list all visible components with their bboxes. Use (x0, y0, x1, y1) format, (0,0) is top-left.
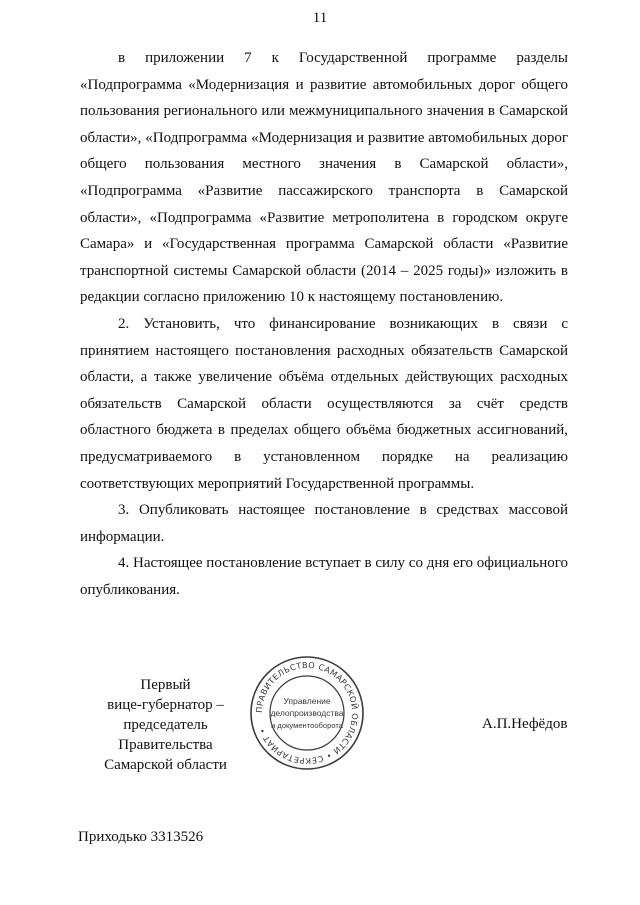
official-seal (248, 654, 366, 772)
executor-note: Приходько 3313526 (78, 829, 204, 845)
paragraph-4: 4. Настоящее постановление вступает в силу со дня его официального опубликования. (80, 555, 568, 598)
seal-graphic (248, 654, 366, 772)
seal-ring-text: ПРАВИТЕЛЬСТВО САМАРСКОЙ ОБЛАСТИ • СЕКРЕТАРИАТ • (253, 659, 361, 767)
signatory-title-line-3: председатель Правительства (118, 717, 213, 753)
signatory-name: А.П.Нефёдов (482, 716, 568, 732)
signatory-title-line-4: Самарской области (104, 757, 227, 773)
paragraph-2: 2. Установить, что финансирование возникающих в связи с принятием настоящего постановления расходных обязательств Самарской области, а также увеличение объёма отдельных действующих расходных обязательств Самарской области осуществляются за счёт средств областного бюджета в пределах общего объёма бюджетных ассигнований, предусматриваемого в установленном порядке на реализацию соответствующих мероприятий Государственной программы. (80, 315, 568, 492)
signatory-title-line-1: Первый (140, 677, 191, 693)
seal-center-line-3: и документооборота (270, 721, 344, 730)
signatory-title (78, 675, 253, 775)
page-number: 11 (312, 10, 328, 26)
seal-center-line-1: Управление (283, 696, 331, 706)
signatory-title-line-2: вице-губернатор – (107, 697, 224, 713)
document-body (80, 45, 568, 603)
seal-center-line-2: делопроизводства (270, 708, 344, 718)
paragraph-3: 3. Опубликовать настоящее постановление в средствах массовой информации. (80, 502, 568, 545)
paragraph-1: в приложении 7 к Государственной программе разделы «Подпрограмма «Модернизация и развитие автомобильных дорог общего пользования регионального или межмуниципального значения в Самарской области», «Подпрограмма «Модернизация и развитие автомобильных дорог общего пользования местного значения в Самарской области», «Подпрограмма «Развитие пассажирского транспорта в Самарской области», «Подпрограмма «Развитие метрополитена в городском округе Самара» и «Государственная программа Самарской области «Развитие транспортной системы Самарской области (2014 – 2025 годы)» изложить в редакции согласно приложению 10 к настоящему постановлению. (80, 50, 568, 306)
